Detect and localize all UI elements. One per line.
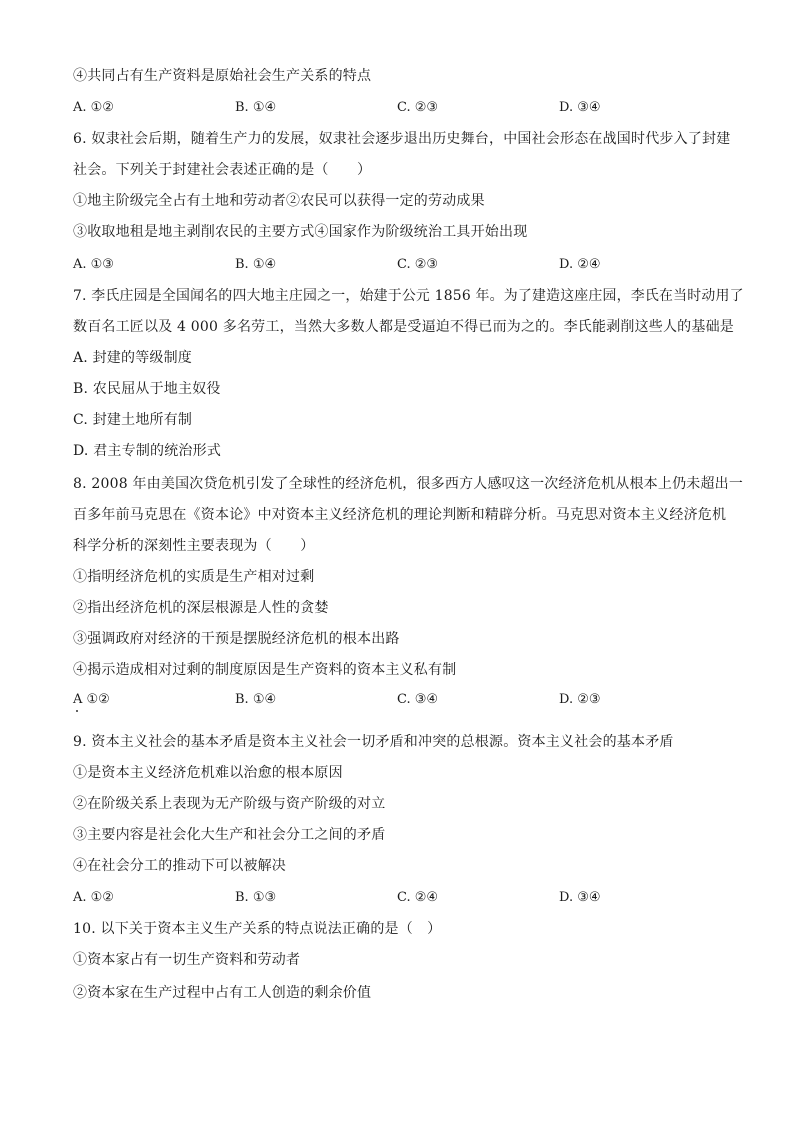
- q8-statement-3: ③强调政府对经济的干预是摆脱经济危机的根本出路: [73, 631, 400, 647]
- q8-option-d: D. ②③: [559, 692, 601, 707]
- q6-statements-1-2: ①地主阶级完全占有土地和劳动者②农民可以获得一定的劳动成果: [73, 193, 485, 209]
- q8-statement-2: ②指出经济危机的深层根源是人性的贪婪: [73, 600, 329, 616]
- q8-option-c: C. ③④: [397, 692, 439, 707]
- q10-statement-1: ①资本家占有一切生产资料和劳动者: [73, 952, 301, 968]
- q5-option-a: A. ①②: [73, 100, 114, 115]
- q10-statement-2: ②资本家在生产过程中占有工人创造的剩余价值: [73, 985, 372, 1001]
- q8-stem-line-3: 科学分析的深刻性主要表现为（ ）: [73, 538, 315, 554]
- q6-option-b: B. ①④: [235, 257, 277, 272]
- q8-option-b: B. ①④: [235, 692, 277, 707]
- q7-option-a: A. 封建的等级制度: [73, 350, 193, 366]
- q9-stem: 9. 资本主义社会的基本矛盾是资本主义社会一切矛盾和冲突的总根源。资本主义社会的基本矛盾: [73, 734, 674, 750]
- q6-statements-3-4: ③收取地租是地主剥削农民的主要方式④国家作为阶级统治工具开始出现: [73, 224, 528, 240]
- q7-option-b: B. 农民屈从于地主奴役: [73, 381, 221, 397]
- q10-stem: 10. 以下关于资本主义生产关系的特点说法正确的是（ ）: [73, 921, 442, 937]
- q9-option-a: A. ①②: [73, 890, 114, 905]
- q7-option-c: C. 封建土地所有制: [73, 412, 193, 428]
- q6-stem-line-2: 社会。下列关于封建社会表述正确的是（ ）: [73, 162, 372, 178]
- q6-option-c: C. ②③: [397, 257, 439, 272]
- q5-option-c: C. ②③: [397, 100, 439, 115]
- q9-option-c: C. ②④: [397, 890, 439, 905]
- q7-option-d: D. 君主专制的统治形式: [73, 443, 222, 459]
- q5-option-b: B. ①④: [235, 100, 277, 115]
- q7-stem-line-2: 数百名工匠以及 4 000 多名劳工，当然大多数人都是受逼迫不得已而为之的。李氏能剥削这些人的基础是: [73, 319, 734, 335]
- q9-statement-3: ③主要内容是社会化大生产和社会分工之间的矛盾: [73, 827, 386, 843]
- q5-statement-4: ④共同占有生产资料是原始社会生产关系的特点: [73, 68, 372, 84]
- q9-statement-2: ②在阶级关系上表现为无产阶级与资产阶级的对立: [73, 796, 386, 812]
- q6-option-d: D. ②④: [559, 257, 601, 272]
- stray-dot-mark: [76, 710, 78, 712]
- q6-option-a: A. ①③: [73, 257, 114, 272]
- q8-statement-1: ①指明经济危机的实质是生产相对过剩: [73, 569, 315, 585]
- q8-option-a: A ①②: [73, 692, 110, 707]
- q9-statement-4: ④在社会分工的推动下可以被解决: [73, 858, 286, 874]
- q9-statement-1: ①是资本主义经济危机难以治愈的根本原因: [73, 765, 343, 781]
- q9-option-b: B. ①③: [235, 890, 277, 905]
- q9-option-d: D. ③④: [559, 890, 601, 905]
- q8-statement-4: ④揭示造成相对过剩的制度原因是生产资料的资本主义私有制: [73, 662, 457, 678]
- q8-stem-line-1: 8. 2008 年由美国次贷危机引发了全球性的经济危机，很多西方人感叹这一次经济危机从根本上仍未超出一: [73, 476, 744, 492]
- q7-stem-line-1: 7. 李氏庄园是全国闻名的四大地主庄园之一，始建于公元 1856 年。为了建造这座庄园，李氏在当时动用了: [73, 288, 744, 304]
- q5-option-d: D. ③④: [559, 100, 601, 115]
- q8-stem-line-2: 百多年前马克思在《资本论》中对资本主义经济危机的理论判断和精辟分析。马克思对资本主义经济危机: [73, 507, 727, 523]
- q6-stem-line-1: 6. 奴隶社会后期，随着生产力的发展，奴隶社会逐步退出历史舞台，中国社会形态在战国时代步入了封建: [73, 131, 731, 147]
